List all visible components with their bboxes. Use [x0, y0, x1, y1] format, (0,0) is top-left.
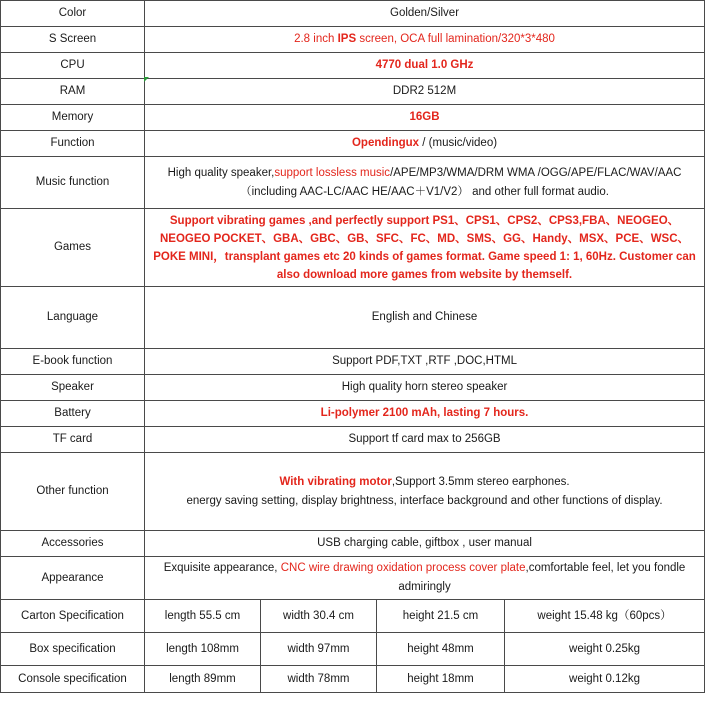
height-cell: height 21.5 cm: [377, 600, 505, 633]
width-cell: width 97mm: [261, 633, 377, 666]
row-value: 16GB: [145, 105, 705, 131]
table-row: [1, 633, 705, 666]
table-row: [1, 375, 705, 401]
row-label: CPU: [1, 53, 145, 79]
table-row: [1, 27, 705, 53]
table-row: [1, 287, 705, 349]
cell-comment-marker-icon: [144, 77, 149, 82]
row-label: TF card: [1, 427, 145, 453]
row-value: [145, 557, 705, 600]
display-settings-text: energy saving setting, display brightness, interface background and other functions of display.: [186, 494, 663, 507]
row-label: Memory: [1, 105, 145, 131]
earphone-text: ,Support 3.5mm stereo earphones.: [391, 475, 570, 488]
function-detail-text: / (music/video): [419, 137, 498, 149]
table-row: [1, 105, 705, 131]
vibrating-motor-text: With vibrating motor: [279, 475, 392, 488]
row-value: Support tf card max to 256GB: [145, 427, 705, 453]
row-label: Carton Specification: [1, 600, 145, 633]
length-cell: length 89mm: [145, 666, 261, 693]
length-cell: length 55.5 cm: [145, 600, 261, 633]
row-value: [145, 131, 705, 157]
row-label: Console specification: [1, 666, 145, 693]
weight-cell: weight 0.12kg: [505, 666, 705, 693]
row-value: Li-polymer 2100 mAh, lasting 7 hours.: [145, 401, 705, 427]
table-row: [1, 157, 705, 209]
weight-cell: weight 15.48 kg（60pcs）: [505, 600, 705, 633]
music-formats-text: /APE/MP3/WMA/DRM WMA /OGG/APE/FLAC/WAV/AAC: [390, 166, 682, 179]
row-value: [145, 453, 705, 531]
table-row: [1, 453, 705, 531]
row-label: Speaker: [1, 375, 145, 401]
row-label: Music function: [1, 157, 145, 209]
table-row: [1, 349, 705, 375]
weight-cell: weight 0.25kg: [505, 633, 705, 666]
row-label: Language: [1, 287, 145, 349]
row-label: Appearance: [1, 557, 145, 600]
screen-type-text: IPS: [337, 33, 357, 45]
table-row: [1, 79, 705, 105]
table-row: [1, 131, 705, 157]
row-value: [145, 157, 705, 209]
row-value: Golden/Silver: [145, 1, 705, 27]
table-row: [1, 427, 705, 453]
music-intro-text: High quality speaker,: [167, 166, 275, 179]
row-value: DDR2 512M: [145, 79, 705, 105]
table-row: [1, 401, 705, 427]
table-row: [1, 53, 705, 79]
row-label: Other function: [1, 453, 145, 531]
appearance-detail-text: ,comfortable feel, let you fondle admiringly: [398, 562, 686, 593]
row-label: Color: [1, 1, 145, 27]
table-row: [1, 1, 705, 27]
row-label: E-book function: [1, 349, 145, 375]
screen-detail-text: screen, OCA full lamination/320*3*480: [356, 33, 555, 45]
row-label: Games: [1, 209, 145, 287]
row-label: Battery: [1, 401, 145, 427]
table-row: [1, 209, 705, 287]
row-value: [145, 27, 705, 53]
row-label: Function: [1, 131, 145, 157]
row-label: S Screen: [1, 27, 145, 53]
table-row: [1, 600, 705, 633]
width-cell: width 30.4 cm: [261, 600, 377, 633]
lossless-highlight-text: support lossless music: [274, 166, 391, 179]
width-cell: width 78mm: [261, 666, 377, 693]
row-value: 4770 dual 1.0 GHz: [145, 53, 705, 79]
row-value: Support PDF,TXT ,RTF ,DOC,HTML: [145, 349, 705, 375]
row-label: Box specification: [1, 633, 145, 666]
os-name-text: Opendingux: [351, 137, 420, 149]
table-row: [1, 666, 705, 693]
appearance-intro-text: Exquisite appearance,: [163, 562, 281, 574]
table-row: [1, 557, 705, 600]
row-value: High quality horn stereo speaker: [145, 375, 705, 401]
height-cell: height 18mm: [377, 666, 505, 693]
row-value: English and Chinese: [145, 287, 705, 349]
length-cell: length 108mm: [145, 633, 261, 666]
music-formats-line2: （including AAC-LC/AAC HE/AAC＋V1/V2） and other full format audio.: [240, 185, 609, 198]
row-value: Support vibrating games ,and perfectly support PS1、CPS1、CPS2、CPS3,FBA、NEOGEO、NEOGEO POCKET、GBA、GBC、GB、SFC、FC、MD、SMS、GG、Handy、MSX、PCE、WSC、POKE MINI，transplant games etc 20 kinds of games format. Game speed 1: 1, 60Hz. Customer can also download more games from website by themself.: [145, 209, 705, 287]
row-label: RAM: [1, 79, 145, 105]
screen-size-text: 2.8 inch: [294, 33, 338, 45]
table-row: [1, 531, 705, 557]
row-value: USB charging cable, giftbox , user manual: [145, 531, 705, 557]
height-cell: height 48mm: [377, 633, 505, 666]
row-label: Accessories: [1, 531, 145, 557]
cnc-highlight-text: CNC wire drawing oxidation process cover plate: [280, 562, 526, 574]
